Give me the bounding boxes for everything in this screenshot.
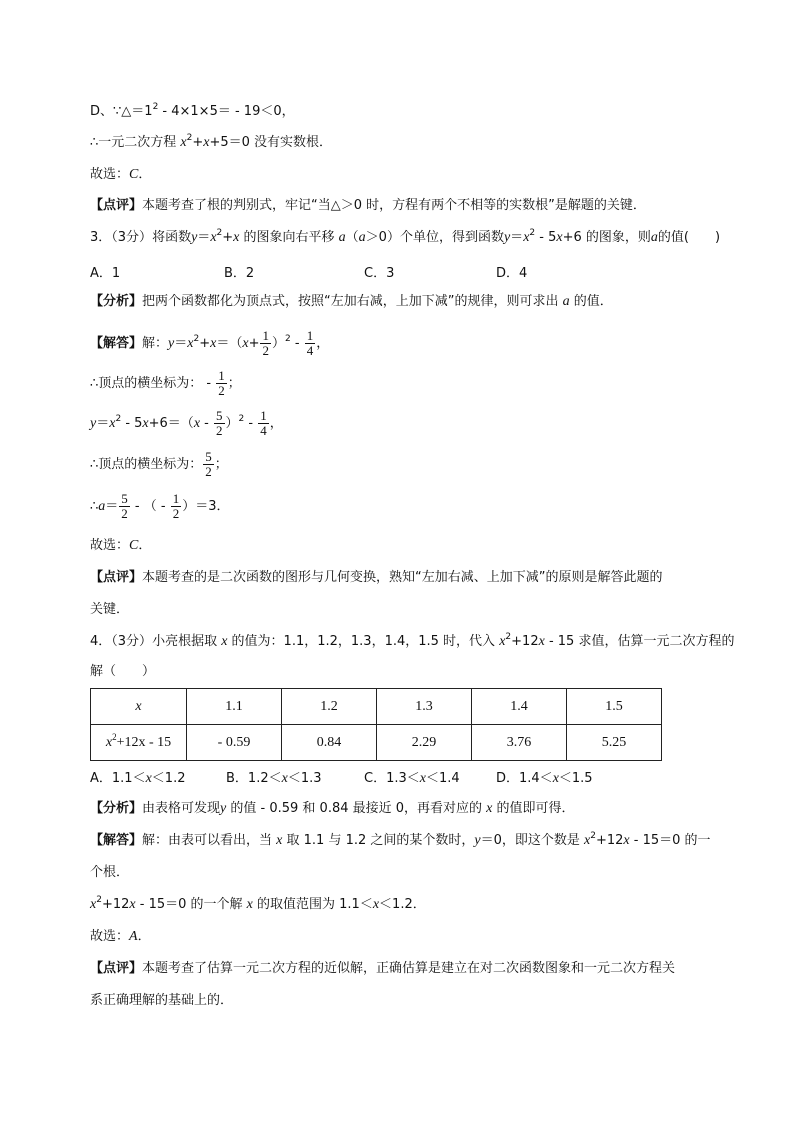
fraction: $\frac{1}{4}$: [260, 408, 267, 438]
q4-option-a: A．1.1＜x＜1.2: [90, 771, 186, 786]
table-cell: 1.4: [472, 689, 567, 725]
q3-solution-line3: $y=x^2 - 5x+6=(x$ - $\frac{5}{2}$ ）$^2$ - $\frac{1}{4}$ ，: [90, 408, 283, 438]
q4-stem: 4．（3分）小亮根据取 x 的值为：1.1，1.2，1.3，1.4，1.5 时，代入 $x^2+12x - 15$ 求值，估算一元二次方程的: [90, 632, 735, 649]
q3-review: 【点评】本题考查的是二次函数的图形与几何变换，熟知“左加右减、上加下减”的原则是解答此题的: [90, 570, 663, 585]
q4-option-c: C．1.3＜x＜1.4: [364, 771, 460, 786]
table-cell: 2.29: [377, 725, 472, 761]
prev-review: 【点评】本题考查了根的判别式，牢记“当△＞0 时，方程有两个不相等的实数根”是解题的关键．: [90, 198, 646, 213]
q4-values-table: [90, 688, 662, 761]
table-cell: 3.76: [472, 725, 567, 761]
q3-option-c: C．3: [364, 266, 395, 281]
prev-conclusion-line: ∴一元二次方程 $x^2+x+5=0$ 没有实数根．: [90, 133, 333, 150]
q4-review-cont: 系正确理解的基础上的．: [90, 993, 234, 1008]
q4-option-b: B．1.2＜x＜1.3: [226, 771, 322, 786]
fraction: $\frac{1}{2}$: [172, 491, 180, 521]
q4-solution-line1-cont: 个根．: [90, 865, 130, 880]
q4-solution-line2: $x^2+12x - 15=0$ 的一个解 x 的取值范围为 1.1＜x＜1.2．: [90, 895, 426, 912]
q3-solution-line2: ∴顶点的横坐标为： - $\frac{1}{2}$ ；: [90, 368, 241, 398]
table-row: [91, 725, 662, 761]
fraction: $\frac{1}{2}$: [262, 328, 269, 358]
table-cell: 5.25: [567, 725, 662, 761]
table-cell: - 0.59: [187, 725, 282, 761]
q3-review-cont: 关键．: [90, 602, 130, 617]
fraction: $\frac{1}{2}$: [218, 368, 225, 398]
q3-option-b: B．2: [224, 266, 255, 281]
fraction: $\frac{1}{4}$: [306, 328, 314, 358]
table-header-cell: x: [91, 689, 187, 725]
table-cell: 1.3: [377, 689, 472, 725]
q4-solution-line1: 【解答】解：由表可以看出，当 x 取 1.1 与 1.2 之间的某个数时，y＝0，即这个数是 $x^2+12x - 15=0$ 的一: [90, 831, 711, 848]
q4-option-d: D．1.4＜x＜1.5: [496, 771, 593, 786]
q4-answer: 故选：A．: [90, 929, 151, 944]
fraction: $\frac{5}{2}$: [205, 449, 212, 479]
q3-answer: 故选：C．: [90, 538, 152, 553]
q3-option-d: D．4: [496, 266, 528, 281]
q3-stem: 3．（3分）将函数$y=x^2+x$ 的图象向右平移 a（a＞0）个单位，得到函数$y=x^2 - 5x+6$ 的图象，则a的值( ): [90, 228, 721, 245]
q3-solution-line5: ∴a＝ $\frac{5}{2}$ - （ - $\frac{1}{2}$ ）＝3．: [90, 491, 230, 521]
q4-review: 【点评】本题考查了估算一元二次方程的近似解，正确估算是建立在对二次函数图象和一元二次方程关: [90, 961, 676, 976]
prev-answer: 故选：C．: [90, 167, 152, 182]
table-cell: 1.1: [187, 689, 282, 725]
q4-analysis: 【分析】由表格可发现y 的值 - 0.59 和 0.84 最接近 0，再看对应的 x 的值即可得．: [90, 801, 575, 816]
table-cell: 0.84: [282, 725, 377, 761]
table-cell: 1.5: [567, 689, 662, 725]
fraction: $\frac{5}{2}$: [216, 408, 223, 438]
q3-option-a: A．1: [90, 266, 121, 281]
table-row: [91, 689, 662, 725]
q3-analysis: 【分析】把两个函数都化为顶点式，按照“左加右减，上加下减”的规律，则可求出 a 的值．: [90, 294, 613, 309]
table-header-cell: $x^2+12x - 15$: [91, 725, 187, 761]
fraction: $\frac{5}{2}$: [121, 491, 128, 521]
prev-discriminant-line: D、$\because\triangle=1^2 - 4\times 1\times 5= - 19<0$，: [90, 102, 295, 119]
q3-solution-line1: 【解答】解：$y=x^2+x=(x+$ $\frac{1}{2}$ ）$^2$ - $\frac{1}{4}$ ，: [90, 328, 330, 358]
table-cell: 1.2: [282, 689, 377, 725]
q4-stem-cont: 解（ ）: [90, 664, 156, 679]
review-tag: 【点评】: [90, 198, 143, 213]
q3-solution-line4: ∴顶点的横坐标为： $\frac{5}{2}$ ；: [90, 449, 228, 479]
